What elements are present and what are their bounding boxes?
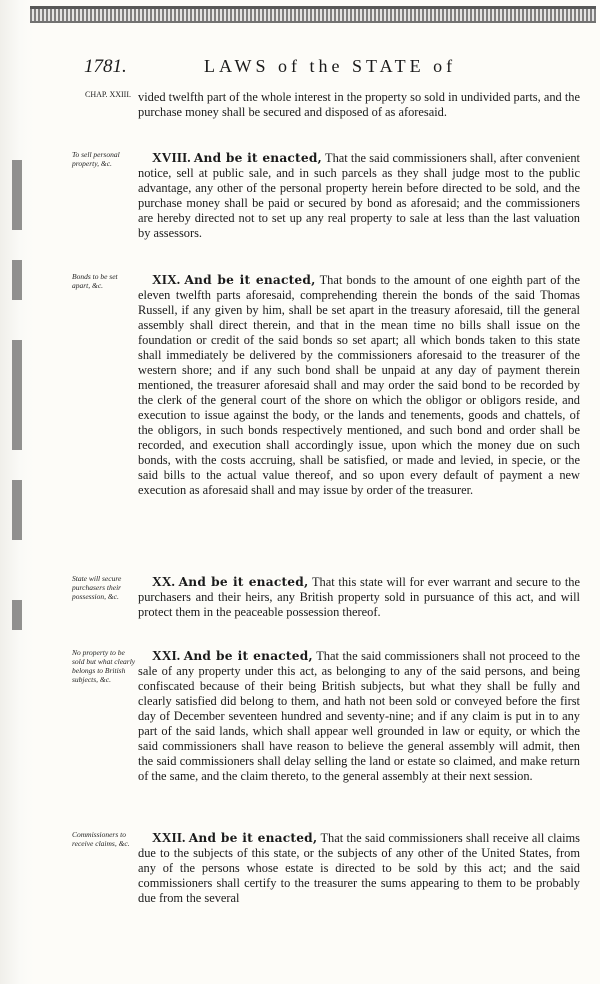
decorative-top-border bbox=[30, 6, 596, 23]
margin-note-22: Commissioners to receive claims, &c. bbox=[72, 830, 130, 848]
scan-edge-mark bbox=[12, 340, 22, 450]
margin-note-21: No property to be sold but what clearly belongs to British subjects, &c. bbox=[72, 648, 136, 684]
section-number: XXII. bbox=[152, 830, 186, 845]
page-gutter bbox=[0, 0, 34, 984]
margin-note-19: Bonds to be set apart, &c. bbox=[72, 272, 118, 290]
running-header bbox=[84, 56, 584, 84]
section-20 bbox=[138, 574, 580, 620]
section-21 bbox=[138, 648, 580, 784]
section-text: That bonds to the amount of one eighth part of the eleven twelfth parts aforesaid, comprehending therein the bonds of the said Thomas Russell, if any given by him, shall be set apart in the treasury aforesaid, till the general assembly shall direct therein, and that in the mean time no bills shall issue on the foundation or credit of the said bonds so set apart; all which bonds taken to this state shall immediately be delivered by the commissioners aforesaid to the treasurer of the western shore; and if any such bond shall be unpaid at any day of payment therein mentioned, the treasurer aforesaid shall and may order the said bond to be recorded by the clerk of the general court of the shore on which the obligor or obligors reside, and execution to issue against the body, or the lands and tenements, goods and chattels, of the obligors, in such bonds respectively mentioned, and such bond and order shall be recorded, and execution shall accordingly issue, upon which the money due on such bonds, with the costs accruing, shall be satisfied, or made and levied, in specie, or the said bills to the actual value thereof, and so upon every default of payment a new execution as aforesaid shall and may issue by order of the treasurer. bbox=[138, 273, 580, 497]
section-19 bbox=[138, 272, 580, 498]
continued-paragraph bbox=[138, 90, 580, 120]
section-text: That this state will for ever warrant and secure to the purchasers and their heirs, any British property sold in pursuance of this act, and will protect them in the peaceable possession thereof. bbox=[138, 575, 580, 619]
margin-note-18: To sell personal property, &c. bbox=[72, 150, 120, 168]
section-18 bbox=[138, 150, 580, 241]
enacting-clause: And be it enacted, bbox=[183, 649, 313, 663]
scan-edge-mark bbox=[12, 260, 22, 300]
scan-edge-mark bbox=[12, 160, 22, 230]
section-number: XIX. bbox=[152, 272, 181, 287]
enacting-clause: And be it enacted, bbox=[178, 575, 309, 589]
paragraph-text: vided twelfth part of the whole interest in the property so sold in undivided parts, and the purchase money shall be secured and disposed of as aforesaid. bbox=[138, 90, 580, 119]
section-number: XX. bbox=[152, 574, 175, 589]
section-22 bbox=[138, 830, 580, 906]
enacting-clause: And be it enacted, bbox=[184, 273, 316, 287]
section-number: XXI. bbox=[152, 648, 181, 663]
scan-edge-mark bbox=[12, 600, 22, 630]
section-text: That the said commissioners shall not proceed to the sale of any property under this act, as belonging to any of the said persons, and being confiscated because of their being British subjects, but what they shall be fully and clearly satisfied did belong to them, and hath not been sold or conveyed before the first day of December seventeen hundred and seventy-nine; and if any claim is put in to any part of the said lands, which shall appear well grounded in law or equity, or which the said commissioners shall have reason to believe the general assembly will admit, then the said commissioners shall delay selling the land or estate so claimed, and make return of the same, and the claim thereto, to the general assembly at their next session. bbox=[138, 649, 580, 783]
section-text: That the said commissioners shall receive all claims due to the subjects of this state, or the subjects of any other of the United States, from any of the persons whose estate is directed to be sold by this act; and the said commissioners shall certify to the treasurer the sums appearing to them to be probably due from the several bbox=[138, 831, 580, 905]
page-year: 1781. bbox=[84, 56, 127, 77]
section-number: XVIII. bbox=[152, 150, 191, 165]
page-title: LAWS of the STATE of bbox=[204, 56, 457, 76]
enacting-clause: And be it enacted, bbox=[188, 831, 318, 845]
section-text: That the said commissioners shall, after convenient notice, sell at public sale, and in such parcels as they shall judge most to the public advantage, any other of the personal property herein before directed to be sold, and the purchase money shall be paid or secured by bond as aforesaid; and the commissioners are hereby directed not to set up any real property to sale at less than the last valuation by assessors. bbox=[138, 151, 580, 240]
margin-note-20: State will secure purchasers their possession, &c. bbox=[72, 574, 122, 601]
enacting-clause: And be it enacted, bbox=[193, 151, 322, 165]
scan-edge-mark bbox=[12, 480, 22, 540]
chapter-marker: CHAP. XXIII. bbox=[85, 90, 131, 99]
